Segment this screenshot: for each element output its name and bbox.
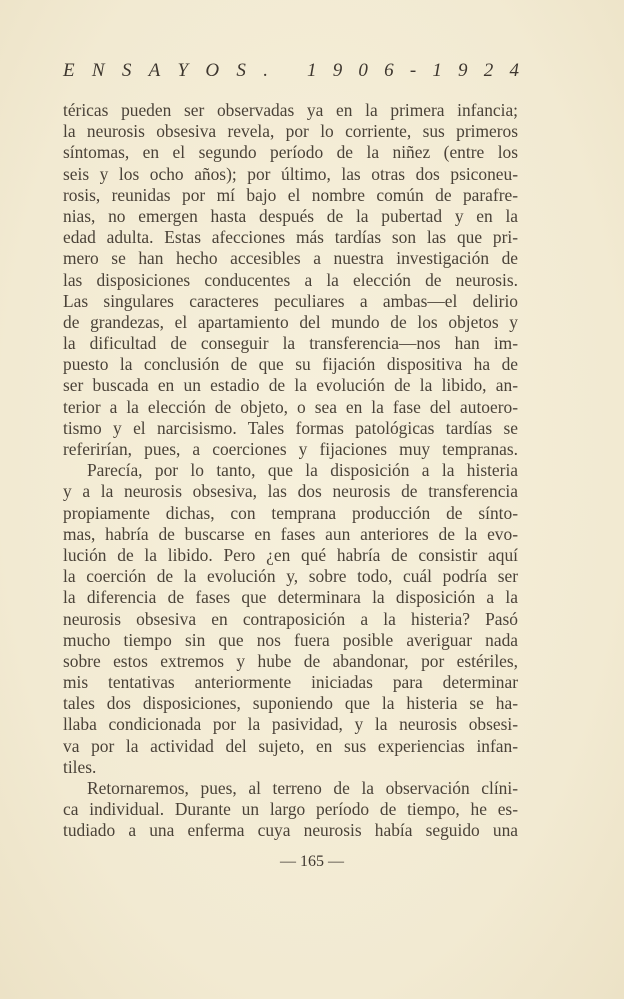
text-line: lución de la libido. Pero ¿en qué habría de consistir aquí: [63, 544, 518, 565]
text-line: Retornaremos, pues, al terreno de la observación clíni-: [87, 778, 518, 798]
header-title-letter: E: [63, 60, 75, 81]
header-title-letter: .: [263, 60, 268, 81]
text-line: seis y los ocho años); por último, las otras dos psiconeu-: [63, 163, 518, 184]
text-line: mero se han hecho accesibles a nuestra investigación de: [63, 248, 518, 269]
text-line: puesto la conclusión de que su fijación dispositiva ha de: [63, 354, 518, 375]
text-line: la coerción de la evolución y, sobre todo, cuál podría ser: [63, 566, 518, 587]
header-years: [307, 60, 519, 82]
header-years-char: 9: [458, 60, 468, 81]
running-header: [63, 60, 519, 82]
text-line: Parecía, por lo tanto, que la disposición a la histeria: [87, 460, 518, 481]
text-line: síntomas, en el segundo período de la niñez (entre los: [63, 142, 518, 163]
text-line: mucho tiempo sin que nos fuera posible averiguar nada: [63, 629, 518, 650]
text-line: sobre estos extremos y hube de abandonar, por estériles,: [63, 650, 518, 671]
text-line: tales dos disposiciones, suponiendo que la histeria se ha-: [63, 693, 518, 714]
header-years-char: 1: [432, 60, 442, 81]
text-line: rosis, reunidas por mí bajo el nombre común de parafre-: [63, 184, 518, 205]
text-line: la diferencia de fases que determinara la disposición a la: [63, 587, 518, 608]
header-years-char: 2: [483, 60, 494, 81]
text-line: tudiado a una enferma cuya neurosis había seguido una: [63, 820, 518, 841]
text-line: Las singulares caracteres peculiares a ambas—el delirio: [63, 290, 518, 311]
header-years-char: 1: [307, 60, 317, 81]
header-years-char: 4: [509, 60, 519, 81]
text-line: nias, no emergen hasta después de la pubertad y en la: [63, 205, 518, 226]
text-line: y a la neurosis obsesiva, las dos neurosis de transferencia: [63, 481, 518, 502]
text-line: mis tentativas anteriormente iniciadas para determinar: [63, 672, 518, 693]
text-line: tismo y el narcisismo. Tales formas patológicas tardías se: [63, 417, 518, 438]
page-number: — 165 —: [280, 853, 344, 870]
text-line: llaba condicionada por la pasividad, y la neurosis obsesi-: [63, 714, 518, 735]
header-title: [63, 60, 268, 82]
header-title-letter: N: [91, 60, 105, 81]
header-years-char: -: [409, 60, 417, 81]
text-line: referirían, pues, a coerciones y fijaciones muy tempranas.: [63, 439, 518, 459]
text-line: neurosis obsesiva en contraposición a la histeria? Pasó: [63, 608, 518, 629]
header-title-letter: A: [148, 60, 161, 81]
text-line: de grandezas, el apartamiento del mundo de los objetos y: [63, 311, 518, 332]
text-line: ca individual. Durante un largo período de tiempo, he es-: [63, 799, 518, 820]
header-years-char: 6: [384, 60, 394, 81]
text-line: tiles.: [63, 756, 97, 777]
text-line: propiamente dichas, con temprana producción de sínto-: [63, 502, 518, 523]
text-line: la neurosis obsesiva revela, por lo corriente, sus primeros: [63, 121, 518, 142]
body-text: [63, 100, 518, 842]
text-line: las disposiciones conducentes a la elección de neurosis.: [63, 269, 518, 290]
header-years-char: 0: [358, 60, 368, 81]
text-line: mas, habría de buscarse en fases aun anteriores de la evo-: [63, 523, 518, 544]
text-line: va por la actividad del sujeto, en sus experiencias infan-: [63, 735, 518, 756]
text-line: la dificultad de conseguir la transferencia—nos han im-: [63, 333, 518, 354]
header-title-letter: O: [205, 60, 220, 81]
header-title-letter: Y: [177, 60, 189, 81]
text-line: téricas pueden ser observadas ya en la primera infancia;: [63, 100, 518, 120]
text-line: terior a la elección de objeto, o sea en la fase del autoero-: [63, 396, 518, 417]
text-line: ser buscada en un estadio de la evolución de la libido, an-: [63, 375, 518, 396]
text-line: edad adulta. Estas afecciones más tardías son las que pri-: [63, 227, 518, 248]
header-title-letter: S: [236, 60, 246, 81]
header-title-letter: S: [121, 60, 132, 81]
header-years-char: 9: [332, 60, 343, 81]
